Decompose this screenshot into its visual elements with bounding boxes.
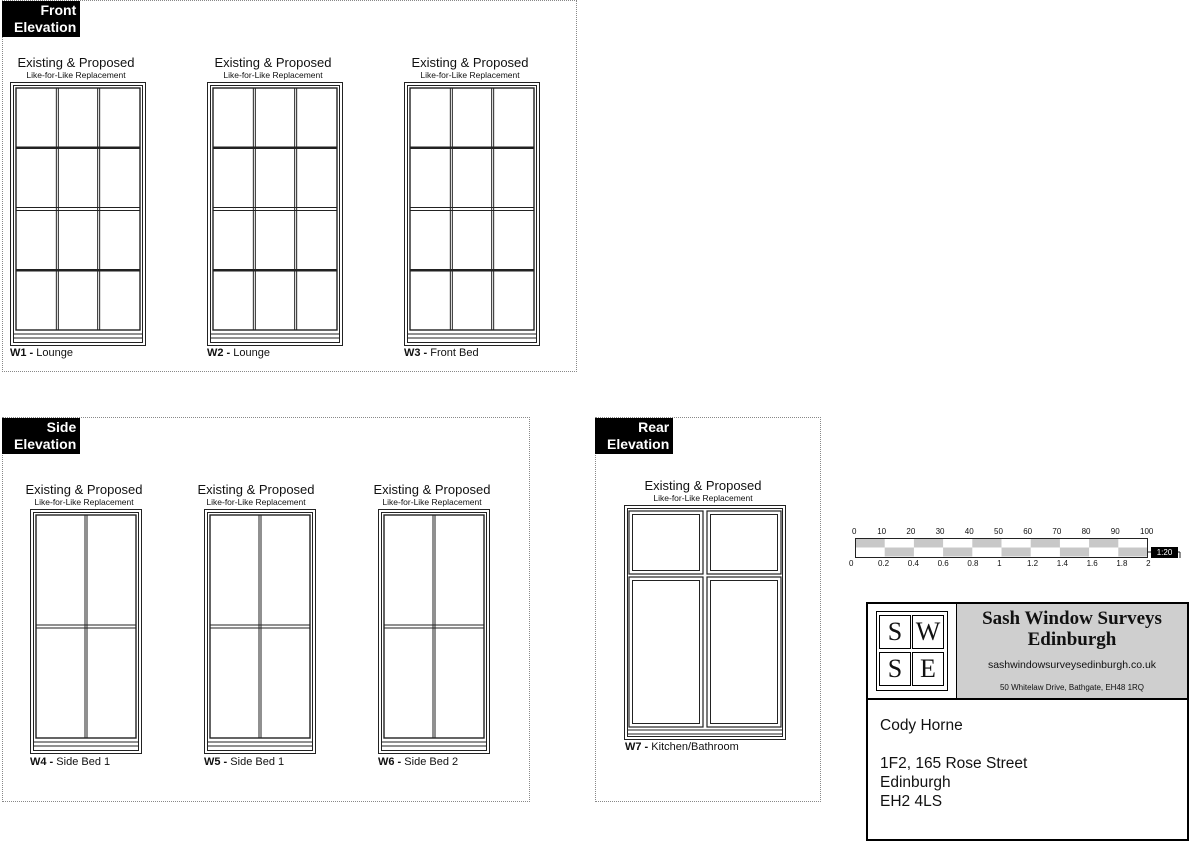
scale-tick-label: 70	[1052, 527, 1062, 536]
outer-frame	[205, 510, 316, 754]
scale-tick-label: 80	[1081, 527, 1091, 536]
casement-left	[629, 577, 703, 727]
outer-frame	[379, 510, 490, 754]
scale-tick-label: 0.6	[937, 559, 949, 568]
scale-bar	[855, 538, 1180, 560]
scale-tick-label: 0.8	[967, 559, 979, 568]
scale-tick-label: 50	[994, 527, 1003, 536]
logo-letter: S	[879, 652, 911, 686]
company-website: sashwindowsurveysedinburgh.co.uk	[987, 659, 1157, 671]
scale-tick-label: 1.2	[1026, 559, 1039, 568]
sash-frame	[384, 515, 484, 738]
inner-frame	[628, 509, 783, 737]
scale-ratio: 1:20	[1151, 547, 1178, 558]
scale-tick-label: 1.4	[1056, 559, 1068, 568]
casement-glass	[633, 581, 700, 724]
company-info	[957, 604, 1187, 698]
w4-label: W4 - Side Bed 1	[30, 756, 111, 768]
client-name: Cody Horne	[880, 717, 963, 734]
scale-tick-label: 1.6	[1086, 559, 1098, 568]
scale-tick-label: 40	[964, 527, 974, 536]
client-details	[880, 716, 1027, 811]
scale-tick-label: 20	[906, 527, 916, 536]
scale-tick-label: 0.4	[907, 559, 919, 568]
inner-frame	[382, 513, 487, 751]
inner-frame	[208, 513, 313, 751]
scale-tick-label: 0.2	[878, 559, 890, 568]
casement-glass	[711, 581, 778, 724]
sash-frame	[213, 88, 337, 330]
outer-frame	[11, 83, 146, 346]
rear-elevation-title: Rear Elevation	[595, 418, 673, 454]
w2-label: W2 - Lounge	[207, 347, 271, 359]
w4-heading: Existing & Proposed Like-for-Like Replacement	[25, 482, 143, 507]
outer-frame	[31, 510, 142, 754]
outer-frame	[625, 506, 786, 740]
w6-label: W6 - Side Bed 2	[378, 756, 459, 768]
scale-segment	[1118, 548, 1147, 557]
scale-segment	[914, 539, 943, 548]
w1-label: W1 - Lounge	[10, 347, 74, 359]
scale-tick-label: 0	[849, 559, 854, 568]
sash-frame	[36, 515, 136, 738]
inner-frame	[408, 86, 537, 343]
top-light-glass	[633, 515, 700, 571]
title-block	[866, 602, 1189, 841]
w7-label: W7 - Kitchen/Bathroom	[625, 741, 739, 753]
logo-letter: S	[879, 615, 911, 649]
scale-tick-label: 90	[1110, 527, 1120, 536]
side-elevation-title: Side Elevation	[2, 418, 80, 454]
scale-tick-label: 30	[935, 527, 945, 536]
casement-right	[707, 577, 781, 727]
w4-window-drawing	[30, 509, 142, 754]
sash-frame	[16, 88, 140, 330]
logo-letter: W	[912, 615, 944, 649]
scale-tick-label: 1.8	[1116, 559, 1128, 568]
w1-window-drawing	[10, 82, 146, 346]
client-address-line: EH2 4LS	[880, 793, 943, 810]
client-address-line: 1F2, 165 Rose Street	[880, 755, 1028, 772]
scale-tick-label: 10	[877, 527, 887, 536]
scale-tick-label: 0	[852, 527, 857, 536]
scale-segment	[856, 539, 885, 548]
sash-frame	[410, 88, 534, 330]
scale-segment	[1002, 548, 1031, 557]
scale-tick-label: 1	[997, 559, 1002, 568]
scale-segment	[1089, 539, 1118, 548]
top-light-left	[629, 511, 703, 574]
scale-segment	[1031, 539, 1060, 548]
w2-heading: Existing & Proposed Like-for-Like Replacement	[214, 55, 332, 80]
w6-window-drawing	[378, 509, 490, 754]
sash-frame	[210, 515, 310, 738]
w6-heading: Existing & Proposed Like-for-Like Replacement	[373, 482, 491, 507]
inner-frame	[14, 86, 143, 343]
top-light-right	[707, 511, 781, 574]
title-block-header	[868, 604, 1187, 700]
w7-window-drawing	[624, 505, 786, 740]
logo-letter: E	[912, 652, 944, 686]
outer-frame	[208, 83, 343, 346]
scale-segment	[972, 539, 1001, 548]
front-elevation-title: Front Elevation	[2, 1, 80, 37]
w5-heading: Existing & Proposed Like-for-Like Replacement	[197, 482, 315, 507]
outer-frame	[405, 83, 540, 346]
w2-window-drawing	[207, 82, 343, 346]
inner-frame	[34, 513, 139, 751]
w3-heading: Existing & Proposed Like-for-Like Replacement	[411, 55, 529, 80]
w1-heading: Existing & Proposed Like-for-Like Replacement	[17, 55, 135, 80]
scale-segment	[1060, 548, 1089, 557]
w5-window-drawing	[204, 509, 316, 754]
w7-heading: Existing & Proposed Like-for-Like Replacement	[644, 478, 762, 503]
scale-segment	[943, 548, 972, 557]
inner-frame	[211, 86, 340, 343]
company-name: Sash Window Surveys	[982, 608, 1162, 629]
client-address-line: Edinburgh	[880, 774, 951, 791]
scale-segment	[885, 548, 914, 557]
company-city: Edinburgh	[1027, 629, 1117, 650]
w5-label: W5 - Side Bed 1	[204, 756, 285, 768]
top-light-glass	[711, 515, 778, 571]
company-address: 50 Whitelaw Drive, Bathgate, EH48 1RQ	[999, 683, 1145, 692]
w3-label: W3 - Front Bed	[404, 347, 479, 359]
w3-window-drawing	[404, 82, 540, 346]
scale-tick-label: 60	[1023, 527, 1033, 536]
scale-tick-label: 2	[1146, 559, 1151, 568]
company-logo	[868, 604, 957, 698]
scale-tick-label: 100	[1140, 527, 1154, 536]
